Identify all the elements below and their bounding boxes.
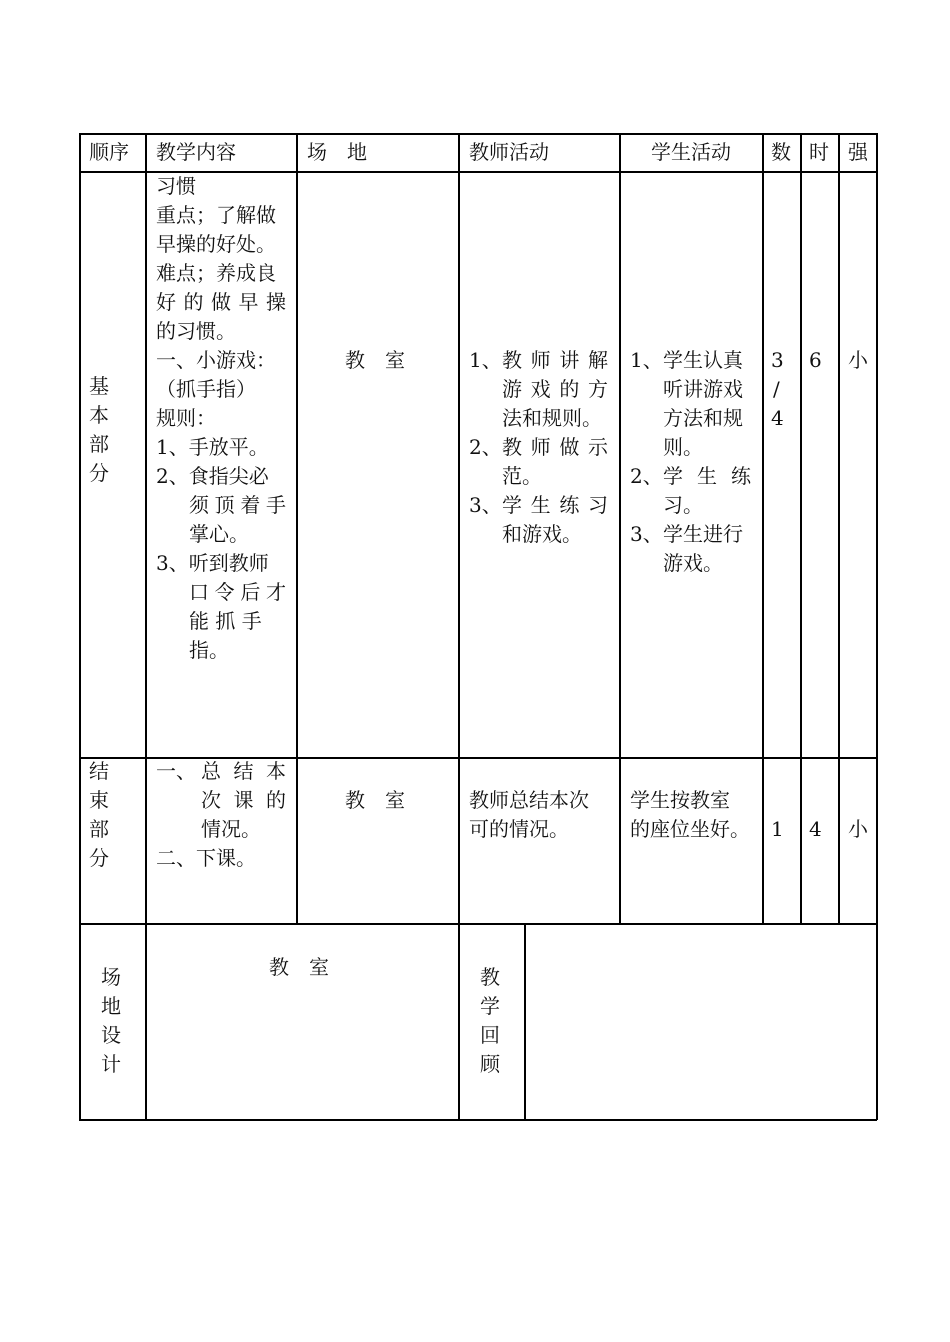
venue-cell: 教 室 [345, 788, 405, 812]
header-content: 教学内容 [156, 140, 236, 164]
grid-line [524, 923, 526, 1120]
grid-line [79, 171, 877, 173]
content-line: 指。 [189, 638, 229, 662]
review-label-char: 学 [480, 994, 500, 1018]
count-cell: 3 [771, 348, 784, 372]
grid-line [762, 133, 764, 924]
student-text: 学生按教室 [630, 788, 730, 812]
grid-line [296, 133, 298, 924]
grid-line [619, 133, 621, 924]
teacher-item-text: 和游戏。 [502, 522, 582, 546]
student-item-number: 1、 [630, 348, 663, 372]
student-item-text: 习。 [663, 493, 703, 517]
content-line: 次 课 的 [201, 788, 286, 812]
teacher-item-text: 法和规则。 [502, 406, 602, 430]
design-label-char: 场 [101, 965, 121, 989]
review-label-char: 回 [480, 1023, 500, 1047]
grid-line [458, 133, 460, 1120]
section-label-char: 束 [89, 788, 109, 812]
grid-line [79, 1119, 877, 1121]
student-text: 的座位坐好。 [630, 817, 750, 841]
content-line: 能 抓 手 [189, 609, 262, 633]
grid-line [79, 133, 81, 1120]
content-line: 规则： [156, 406, 216, 430]
count-cell: / [773, 377, 780, 401]
content-line: 1、手放平。 [156, 435, 269, 459]
teacher-text: 可的情况。 [469, 817, 569, 841]
student-item-text: 听讲游戏 [663, 377, 743, 401]
header-student: 学生活动 [651, 140, 731, 164]
teacher-item-text: 范。 [502, 464, 542, 488]
time-cell: 6 [809, 348, 822, 372]
teacher-item-text: 教师讲解 [502, 348, 608, 372]
section-label-char: 结 [89, 759, 109, 783]
content-line: （抓手指） [156, 377, 256, 401]
grid-line [838, 133, 840, 924]
count-cell: 1 [771, 817, 784, 841]
content-line: 情况。 [201, 817, 261, 841]
content-line: 3、听到教师 [156, 551, 269, 575]
content-line: 掌心。 [189, 522, 249, 546]
design-value: 教 室 [269, 955, 329, 979]
student-item-text: 则。 [663, 435, 703, 459]
grid-line [800, 133, 802, 924]
teacher-item-number: 3、 [469, 493, 502, 517]
header-intensity: 强 [848, 140, 868, 164]
teacher-item-text: 学生练习 [502, 493, 608, 517]
section-label-char: 部 [89, 817, 109, 841]
content-item-number: 一、 [156, 759, 196, 783]
header-order: 顺序 [89, 140, 129, 164]
content-line: 难点；养成良 [156, 261, 276, 285]
content-line: 重点；了解做 [156, 203, 276, 227]
content-line: 2、食指尖必 [156, 464, 269, 488]
review-label-char: 顾 [480, 1052, 500, 1076]
design-label-char: 地 [101, 994, 121, 1018]
content-line: 一、小游戏： [156, 348, 276, 372]
time-cell: 4 [809, 817, 822, 841]
review-label-char: 教 [480, 965, 500, 989]
intensity-cell: 小 [848, 348, 868, 372]
intensity-cell: 小 [848, 817, 868, 841]
student-item-text: 方法和规 [663, 406, 743, 430]
section-label-char: 本 [89, 403, 109, 427]
teacher-item-number: 1、 [469, 348, 502, 372]
student-item-number: 3、 [630, 522, 663, 546]
design-label-char: 设 [101, 1023, 121, 1047]
teacher-item-text: 教师做示 [502, 435, 608, 459]
student-item-number: 2、 [630, 464, 663, 488]
teacher-text: 教师总结本次 [469, 788, 589, 812]
content-line: 口令后才 [189, 580, 286, 604]
content-line: 好的做早操 [156, 290, 286, 314]
grid-line [79, 923, 877, 925]
student-item-text: 学生认真 [663, 348, 743, 372]
content-line: 早操的好处。 [156, 232, 276, 256]
count-cell: 4 [771, 406, 784, 430]
section-label-char: 分 [89, 846, 109, 870]
header-venue: 场 地 [307, 140, 367, 164]
section-label-char: 部 [89, 432, 109, 456]
content-line: 习惯 [156, 174, 196, 198]
student-item-text: 游戏。 [663, 551, 723, 575]
student-item-text: 学生进行 [663, 522, 743, 546]
section-label-char: 基 [89, 374, 109, 398]
content-line: 的习惯。 [156, 319, 236, 343]
grid-line [79, 133, 877, 135]
teacher-item-text: 游戏的方 [502, 377, 608, 401]
design-label-char: 计 [101, 1052, 121, 1076]
header-time: 时 [809, 140, 829, 164]
grid-line [79, 757, 877, 759]
content-line: 二、下课。 [156, 846, 256, 870]
content-line: 须顶着手 [189, 493, 286, 517]
content-line: 总 结 本 [201, 759, 286, 783]
student-item-text: 学 生 练 [663, 464, 751, 488]
header-count: 数 [771, 140, 791, 164]
grid-line [876, 133, 878, 1120]
section-label-char: 分 [89, 461, 109, 485]
teacher-item-number: 2、 [469, 435, 502, 459]
header-teacher: 教师活动 [469, 140, 549, 164]
grid-line [145, 133, 147, 1120]
venue-cell: 教 室 [345, 348, 405, 372]
